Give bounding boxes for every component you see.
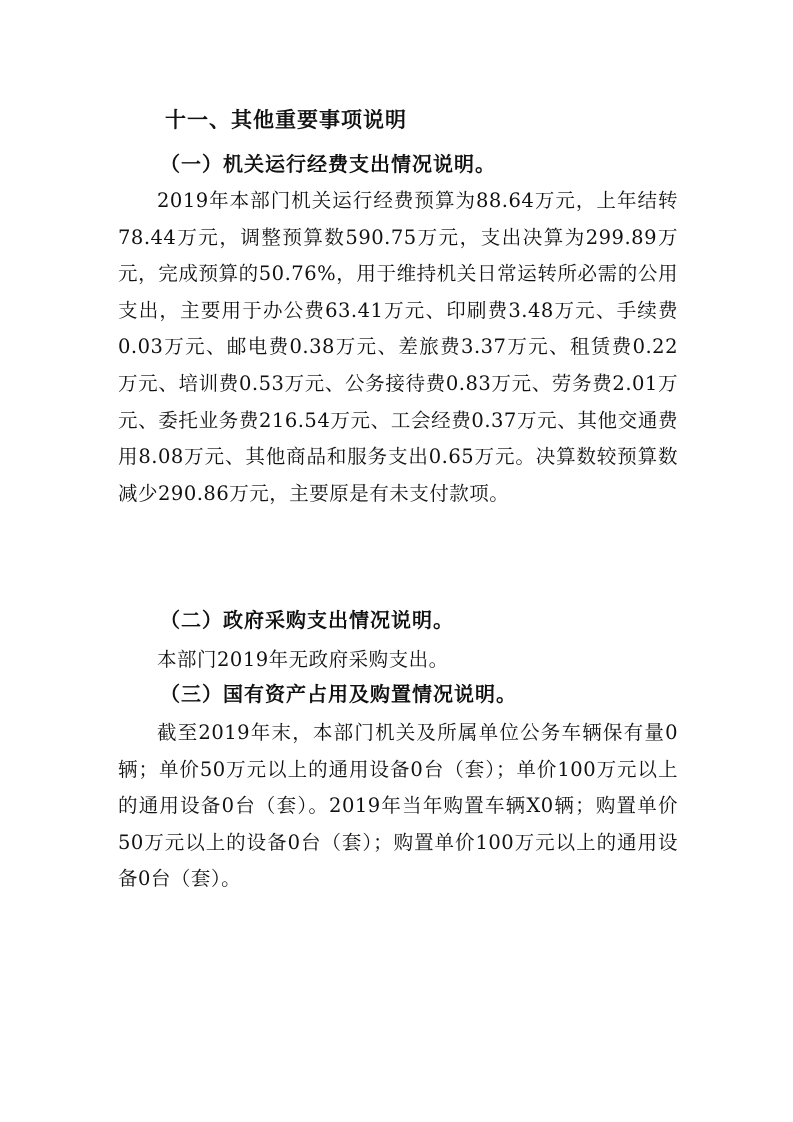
subsection-heading-procurement: （二）政府采购支出情况说明。 [160,608,454,632]
paragraph-operating-expenses: 2019年本部门机关运行经费预算为88.64万元，上年结转78.44万元，调整预算数590.75万元，支出决算为299.89万元，完成预算的50.76%，用于维持机关日常运转所必需的公用支出，主要用于办公费63.41万元、印刷费3.48万元、手续费0.03万元、邮电费0.38万元、差旅费3.37万元、租赁费0.22万元、培训费0.53万元、公务接待费0.83万元、劳务费2.01万元、委托业务费216.54万元、工会经费0.37万元、其他交通费用8.08万元、其他商品和服务支出0.65万元。决算数较预算数减少290.86万元，主要原是有未支付款项。 [118,189,678,505]
paragraph-state-assets: 截至2019年末，本部门机关及所属单位公务车辆保有量0辆；单价50万元以上的通用设备0台（套）；单价100万元以上的通用设备0台（套）。2019年当年购置车辆X0辆；购置单价50万元以上的设备0台（套）；购置单价100万元以上的通用设备0台（套）。 [118,721,678,891]
subsection-heading-state-assets: （三）国有资产占用及购置情况说明。 [160,682,517,706]
section-title: 十一、其他重要事项说明 [165,108,407,132]
subsection-heading-operating-expenses: （一）机关运行经费支出情况说明。 [160,152,496,176]
paragraph-procurement: 本部门2019年无政府采购支出。 [157,648,449,671]
